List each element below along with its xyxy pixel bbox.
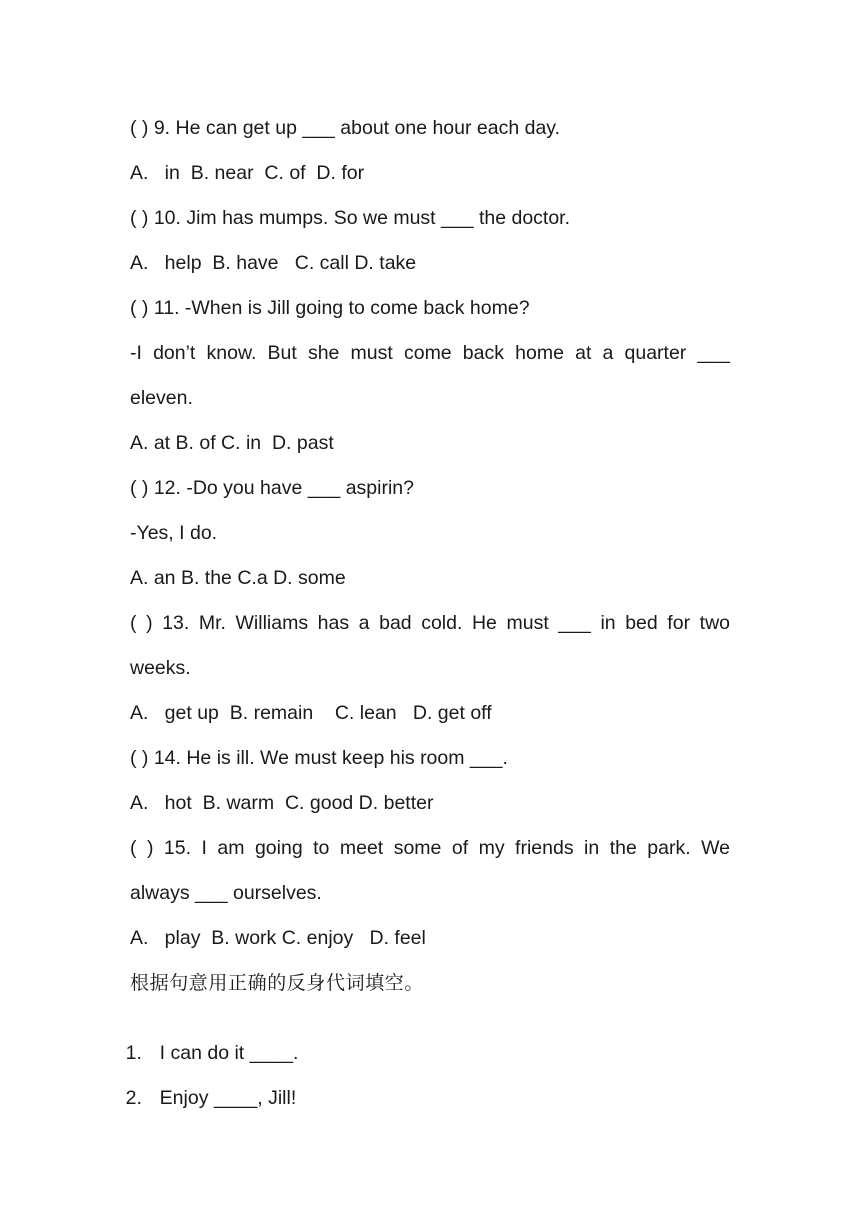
question-9: ( ) 9. He can get up ___ about one hour each day.: [130, 117, 561, 139]
question-11-options: A. at B. of C. in D. past: [130, 432, 334, 454]
question-10: ( ) 10. Jim has mumps. So we must ___ the doctor.: [130, 207, 571, 229]
section-instruction: 根据句意用正确的反身代词填空。: [130, 972, 425, 994]
question-12-options: A. an B. the C.a D. some: [130, 567, 346, 589]
list-item: [104, 1062, 296, 1134]
question-13-continuation: weeks.: [130, 657, 191, 679]
question-9-options: A. in B. near C. of D. for: [130, 162, 365, 184]
list-item-text: Enjoy ____, Jill!: [159, 1087, 297, 1109]
question-11: ( ) 11. -When is Jill going to come back home?: [130, 297, 530, 319]
question-15: ( ) 15. I am going to meet some of my friends in the park. We: [130, 837, 730, 859]
question-15-continuation: always ___ ourselves.: [130, 882, 322, 904]
question-11-continuation: eleven.: [130, 387, 193, 409]
question-13-options: A. get up B. remain C. lean D. get off: [130, 702, 492, 724]
list-item-text: I can do it ____.: [159, 1042, 299, 1064]
question-12-answer-line: -Yes, I do.: [130, 522, 218, 544]
list-item-number: 1.: [125, 1042, 142, 1064]
question-12: ( ) 12. -Do you have ___ aspirin?: [130, 477, 414, 499]
question-14: ( ) 14. He is ill. We must keep his room ___.: [130, 747, 508, 769]
question-15-options: A. play B. work C. enjoy D. feel: [130, 927, 426, 949]
question-13: ( ) 13. Mr. Williams has a bad cold. He must ___ in bed for two: [130, 612, 730, 634]
question-10-options: A. help B. have C. call D. take: [130, 252, 417, 274]
question-14-options: A. hot B. warm C. good D. better: [130, 792, 434, 814]
list-item-number: 2.: [125, 1087, 142, 1109]
question-11-answer-line: -I don’t know. But she must come back home at a quarter ___: [130, 342, 730, 364]
